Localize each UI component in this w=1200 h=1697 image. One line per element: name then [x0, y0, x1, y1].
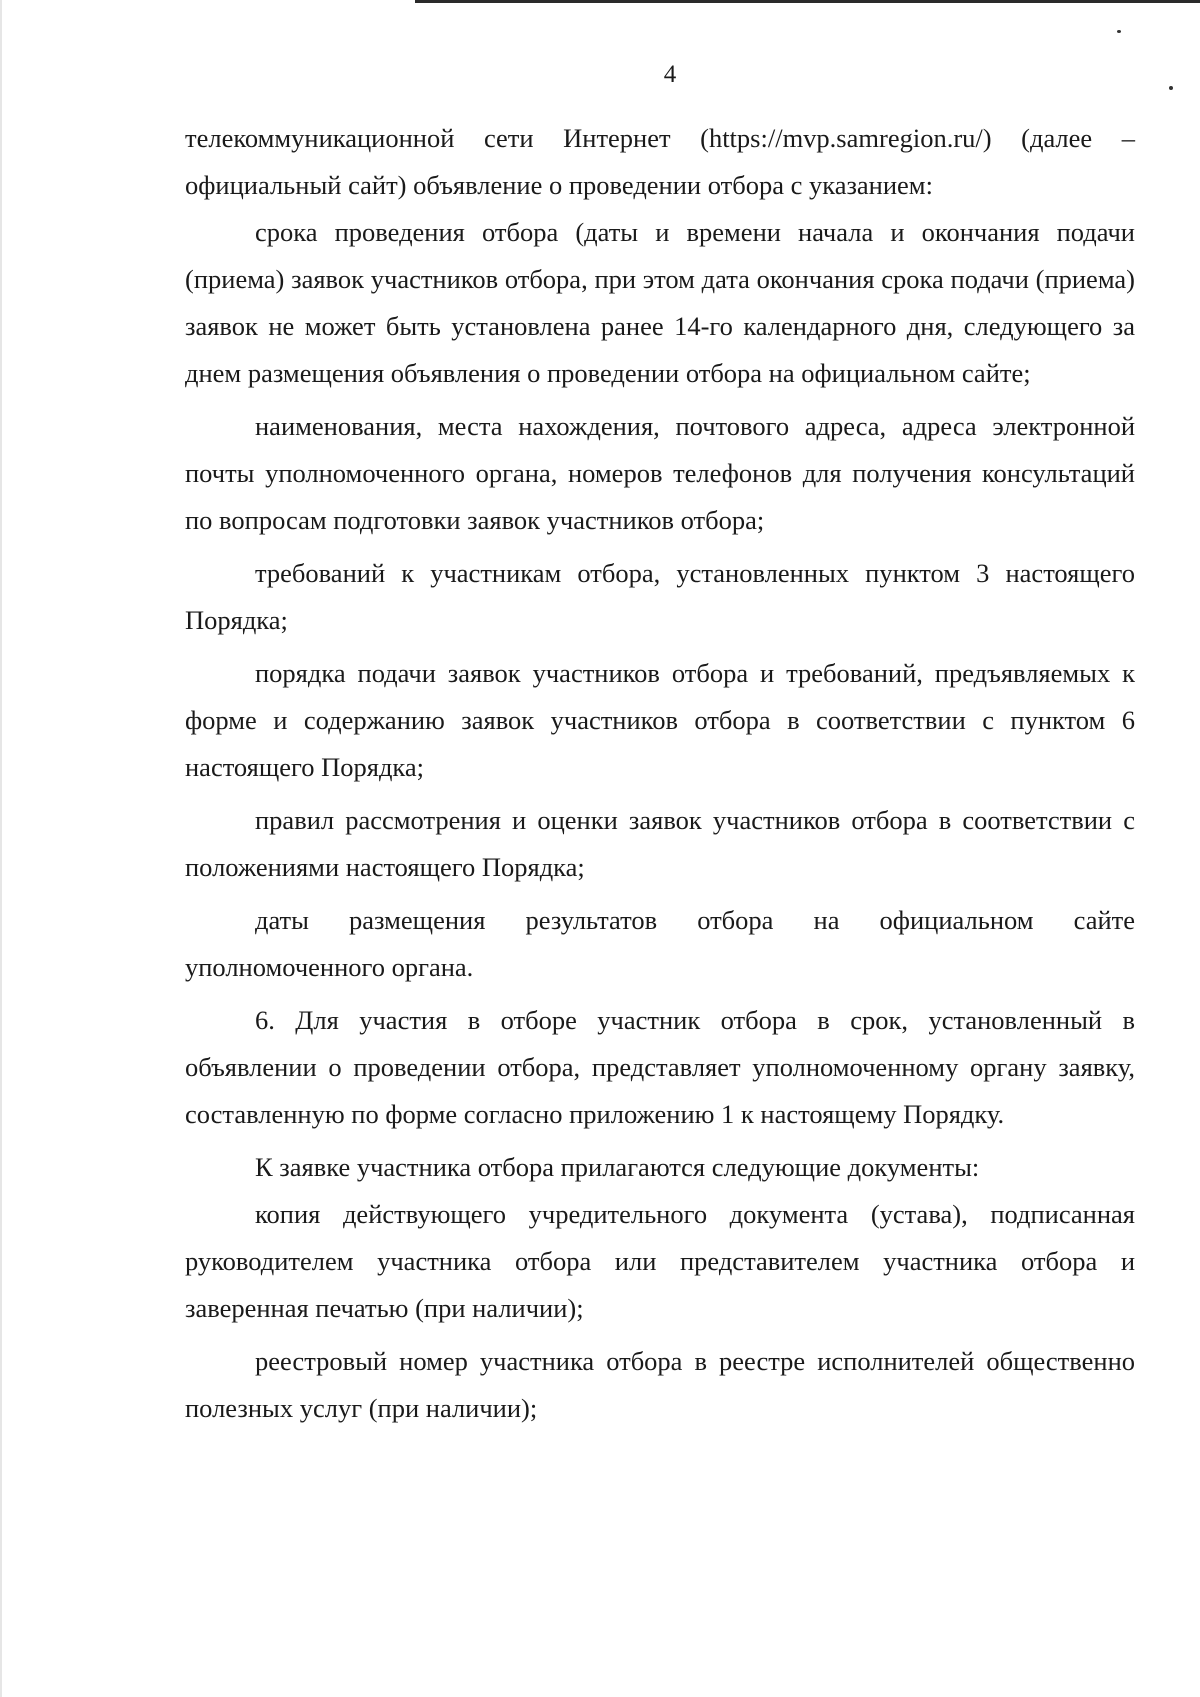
paragraph-list-item: даты размещения результатов отбора на официальном сайте уполномоченного органа.: [185, 905, 1135, 982]
paragraph-list-item: реестровый номер участника отбора в реестре исполнителей общественно полезных услуг (при наличии);: [185, 1346, 1135, 1423]
paragraph-clause-6: 6. Для участия в отборе участник отбора в срок, установленный в объявлении о проведении отбора, представляет уполномоченному органу заявку, составленную по форме согласно приложению 1 к настоящему Порядку.: [185, 1005, 1135, 1129]
document-body: [185, 115, 1135, 1432]
scan-left-edge: [0, 0, 2, 1697]
paragraph-list-item: порядка подачи заявок участников отбора и требований, предъявляемых к форме и содержанию заявок участников отбора в соответствии с пунктом 6 настоящего Порядка;: [185, 658, 1135, 782]
scan-speck: [1117, 30, 1121, 33]
paragraph-list-item: правил рассмотрения и оценки заявок участников отбора в соответствии с положениями настоящего Порядка;: [185, 805, 1135, 882]
paragraph-list-item: копия действующего учредительного документа (устава), подписанная руководителем участника отбора или представителем участника отбора и заверенная печатью (при наличии);: [185, 1199, 1135, 1323]
paragraph-list-item: срока проведения отбора (даты и времени начала и окончания подачи (приема) заявок участников отбора, при этом дата окончания срока подачи (приема) заявок не может быть установлена ранее 14-го календарного дня, следующего за днем размещения объявления о проведении отбора на официальном сайте;: [185, 217, 1135, 388]
paragraph-list-item: наименования, места нахождения, почтового адреса, адреса электронной почты уполномоченного органа, номеров телефонов для получения консультаций по вопросам подготовки заявок участников отбора;: [185, 411, 1135, 535]
paragraph-continuation: телекоммуникационной сети Интернет (https://mvp.samregion.ru/) (далее – официальный сайт) объявление о проведении отбора с указанием:: [185, 123, 1135, 200]
top-border-line: [415, 0, 1200, 3]
paragraph-documents-intro: К заявке участника отбора прилагаются следующие документы:: [255, 1152, 980, 1182]
paragraph-list-item: требований к участникам отбора, установленных пунктом 3 настоящего Порядка;: [185, 558, 1135, 635]
page-number: 4: [663, 61, 677, 88]
